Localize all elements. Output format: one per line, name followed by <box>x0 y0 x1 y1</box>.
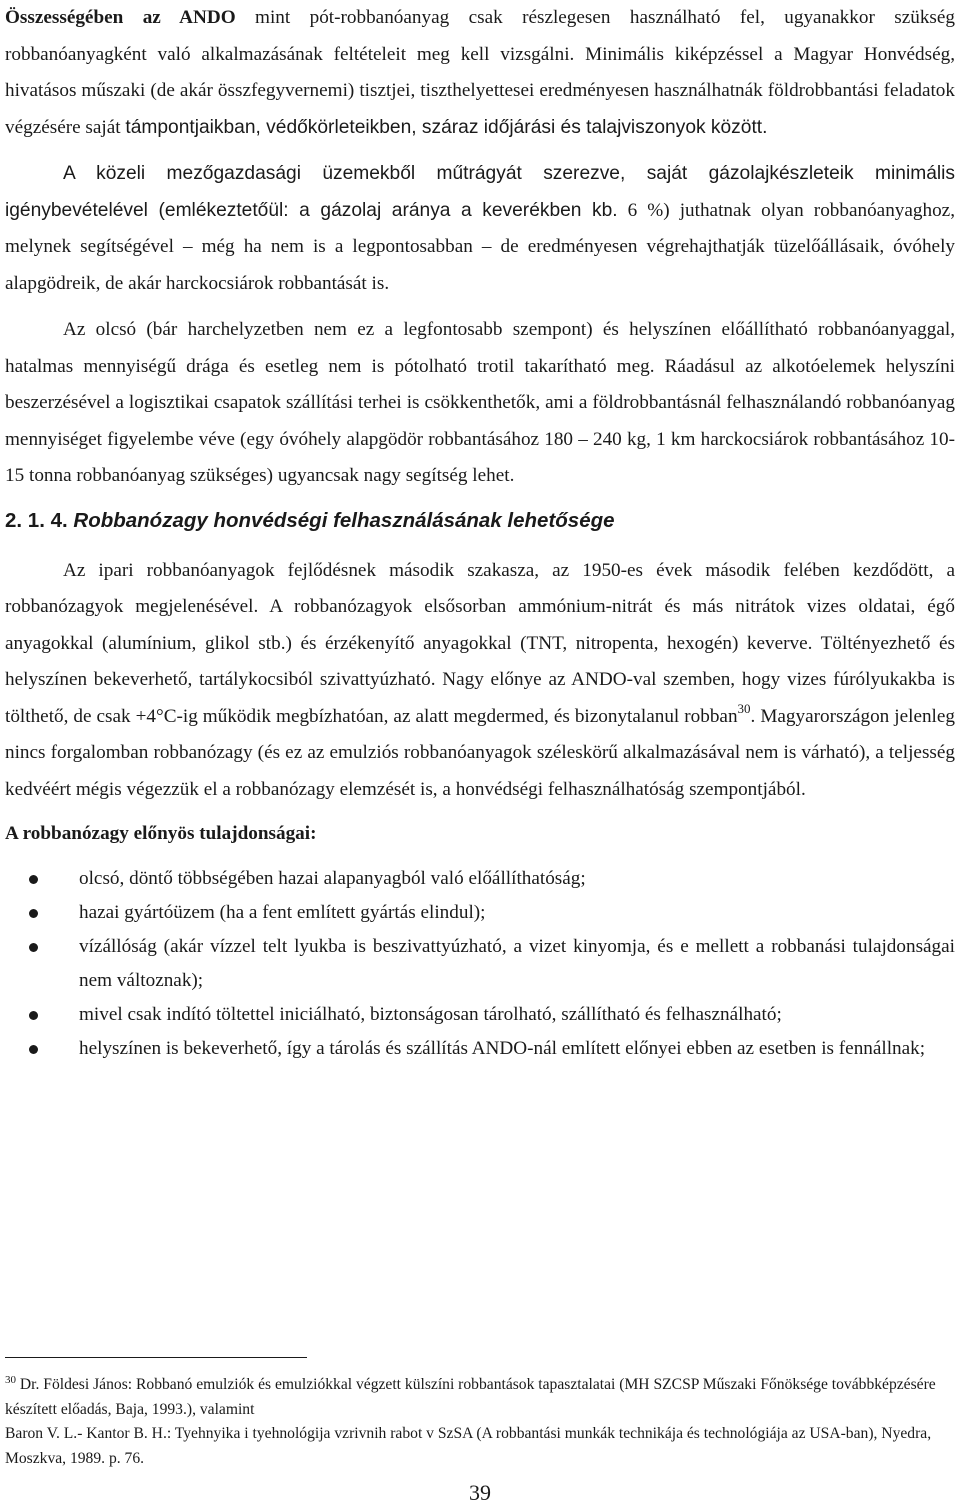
list-item-text: mivel csak indító töltettel iniciálható, biztonságosan tárolható, szállítható és felhasználható; <box>79 1004 782 1025</box>
paragraph-text: mint pót-robbanóanyag csak részlegesen használható fel, ugyanakkor szükség robbanóanyagként való alkalmazásának feltételeit meg kell vizsgálni. Minimális kiképzéssel a Magyar Honvédség, hivatásos műszaki (de akár összfegyvernemi) tisztjei, tiszthelyettesei eredményesen használhatnák földrobbantási feladatok végzésére saját <box>5 7 955 138</box>
paragraph-text: 6 %) juthatnak olyan robbanóanyaghoz, melynek segítségével – még ha nem is a legpontosabban – de eredményesen végrehajthatják tüzelőállásaik, óvóhely alapgödreik, de akár harckocsiárok robbantását is. <box>5 199 955 294</box>
bullet-icon <box>29 909 38 918</box>
section-number: 2. 1. 4. <box>5 508 68 532</box>
advantages-list <box>5 862 955 1066</box>
footnote-30-continued: Baron V. L.- Kantor B. H.: Tyehnyika i tyehnológija vzrivnih rabot v SzSA (A robbantási munkák technikája és technológiája az USA-ban), Nyedra, Moszkva, 1989. p. 76. <box>5 1425 932 1467</box>
list-item-text: helyszínen is bekeverhető, így a tárolás és szállítás ANDO-nál említett előnyei ebben az esetben is fennállnak; <box>79 1038 926 1059</box>
list-item <box>5 1032 955 1066</box>
paragraph-text: . Magyarországon jelenleg nincs forgalomban robbanózagy (és ez az emulziós robbanóanyagok széleskörű alkalmazásával nem is várható), a teljesség kedvéért mégis végezzük el a robbanózagy elemzését is, a honvédségi felhasználhatóság szempontjából. <box>5 705 955 800</box>
bullet-icon <box>29 875 38 884</box>
section-title: Robbanózagy honvédségi felhasználásának lehetősége <box>73 508 615 532</box>
paragraph-slurry <box>5 553 955 809</box>
bullet-icon <box>29 1011 38 1020</box>
section-heading <box>5 503 955 539</box>
list-item <box>5 862 955 896</box>
page-number: 39 <box>469 1480 491 1505</box>
list-item <box>5 998 955 1032</box>
paragraph-text-sans: támpontjaikban, védőkörleteikben, száraz időjárási és talajviszonyok között. <box>125 116 768 138</box>
bold-lead: Összességében az ANDO <box>5 7 236 28</box>
bullet-icon <box>29 943 38 952</box>
footnote-30 <box>5 1373 955 1422</box>
footnote-marker: 30 <box>5 1374 16 1386</box>
paragraph-ando-summary <box>5 0 955 146</box>
paragraph-cost: Az olcsó (bár harchelyzetben nem ez a legfontosabb szempont) és helyszínen előállítható robbanóanyaggal, hatalmas mennyiségű drága és esetleg nem is pótolható trotil takarítható meg. Ráadásul az alkotóelemek helyszíni beszerzésével a logisztikai csapatok szállítási terhei is csökkenthetők, ami a földrobbantásnál felhasználandó robbanóanyag mennyiséget figyelembe véve (egy óvóhely alapgödör robbantásához 180 – 240 kg, 1 km harckocsiárok robbantásához 10-15 tonna robbanóanyag szükséges) ugyancsak nagy segítség lehet. <box>5 319 955 486</box>
list-item-text: vízállóság (akár vízzel telt lyukba is beszivattyúzható, a vizet kinyomja, és e mellett a robbanási tulajdonságai nem változnak); <box>79 936 955 991</box>
footnote-divider <box>5 1357 307 1358</box>
list-item <box>5 930 955 998</box>
paragraph-text: Az ipari robbanóanyagok fejlődésnek második szakasza, az 1950-es évek második felében kezdődött, a robbanózagyok megjelenésével. A robbanózagyok elsősorban ammónium-nitrát és más nitrátok vizes oldatai, égő anyagokkal (alumínium, glikol stb.) és érzékenyítő anyagokkal (TNT, nitropenta, hexogén) keverve. Töltényezhető és helyszínen bekeverhető, tartálykocsiból szivattyúzható. Nagy előnye az ANDO-val szemben, hogy vizes fúrólyukakba is tölthető, de csak +4°C-ig működik megbízhatóan, az alatt megdermed, és bizonytalanul robban <box>5 559 955 727</box>
list-item <box>5 896 955 930</box>
footnotes <box>5 1373 955 1471</box>
paragraph-text-sans: A közeli mezőgazdasági üzemekből műtrágyát szerezve, saját gázolajkészleteik minimális igénybevételével (emlékeztetőül: a gázolaj aránya a keverékben kb. <box>5 163 955 221</box>
bullet-icon <box>29 1045 38 1054</box>
footnote-reference[interactable]: 30 <box>737 700 751 716</box>
document-page <box>5 0 955 1505</box>
list-item-text: olcsó, döntő többségében hazai alapanyagból való előállíthatóság; <box>79 868 586 889</box>
list-item-text: hazai gyártóüzem (ha a fent említett gyártás elindul); <box>79 902 486 923</box>
advantages-heading: A robbanózagy előnyös tulajdonságai: <box>5 823 317 844</box>
paragraph-fertilizer <box>5 156 955 302</box>
footnote-text: Dr. Földesi János: Robbanó emulziók és emulziókkal végzett külszíni robbantások tapasztalatai (MH SZCSP Műszaki Főnöksége továbbképzésére készített előadás, Baja, 1993.), valamint <box>5 1376 936 1418</box>
